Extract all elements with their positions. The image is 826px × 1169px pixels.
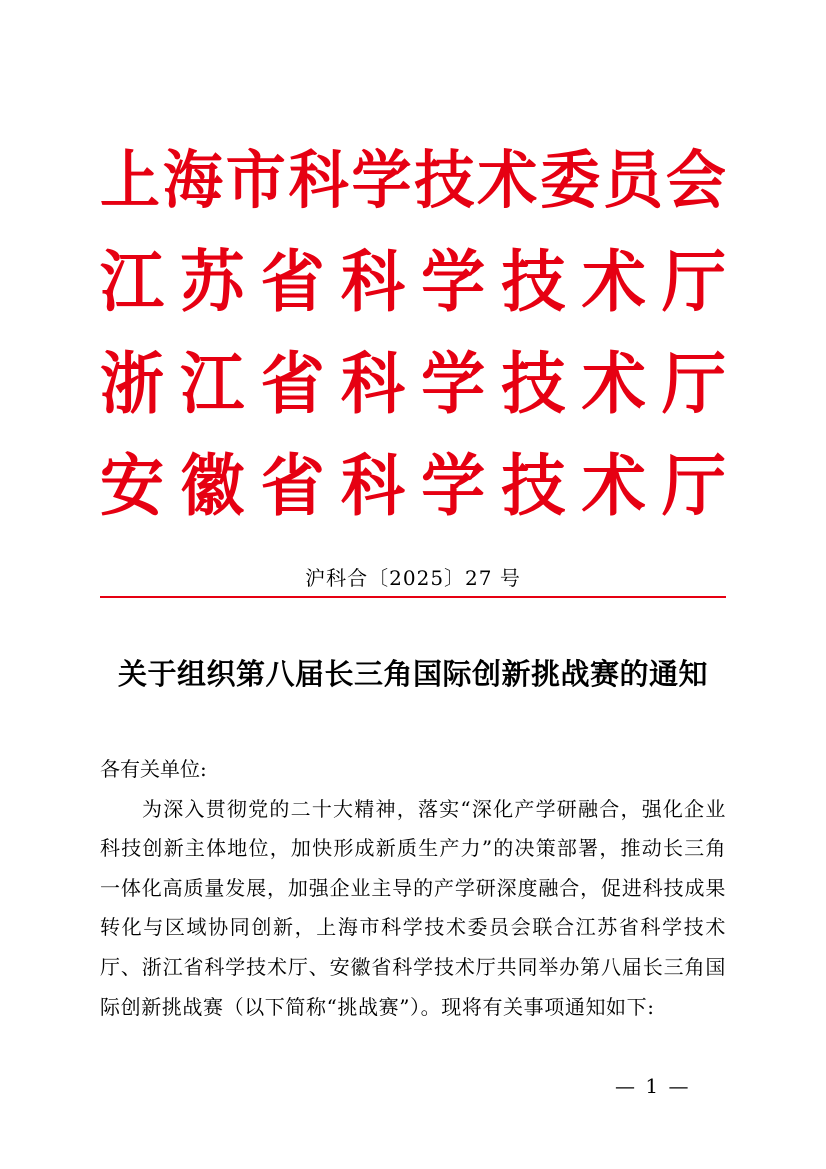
header-char: 科 [340,346,405,424]
salutation: 各有关单位: [100,757,207,781]
header-char: 江 [100,244,164,322]
header-char: 省 [260,244,325,322]
header-line-anhui [100,436,726,538]
header-char: 苏 [180,244,245,322]
header-char: 市 [225,144,286,218]
header-char: 省 [260,448,325,526]
header-char: 厅 [661,244,726,322]
header-line-zhejiang [100,334,726,436]
header-char: 上 [100,144,160,218]
header-char: 省 [260,346,325,424]
header-char: 浙 [100,346,164,424]
header-char: 学 [421,346,486,424]
header-char: 术 [581,244,646,322]
header-char: 会 [665,144,726,218]
header-char: 技 [501,448,566,526]
header-char: 技 [501,346,566,424]
body-paragraph: 为深入贯彻党的二十大精神，落实“深化产学研融合，强化企业科技创新主体地位，加快形成新质生产力”的决策部署，推动长三角一体化高质量发展，加强企业主导的产学研深度融合，促进科技成果转化与区域协同创新，上海市科学技术委员会联合江苏省科学技术厅、浙江省科学技术厅、安徽省科学技术厅共同举办第八届长三角国际创新挑战赛（以下简称“挑战赛”）。现将有关事项通知如下: [100,796,726,1019]
header-char: 术 [581,448,646,526]
header-char: 海 [162,144,223,218]
document-body [100,750,726,1027]
header-char: 学 [421,448,486,526]
header-char: 术 [581,346,646,424]
document-title: 关于组织第八届长三角国际创新挑战赛的通知 [117,657,708,691]
issuing-authorities-header [100,130,726,538]
header-line-jiangsu [100,232,726,334]
header-char: 术 [477,144,538,218]
page-number: — 1 — [615,1074,691,1098]
header-char: 安 [100,448,164,526]
header-char: 厅 [661,346,726,424]
header-char: 技 [414,144,475,218]
document-number: 沪科合〔2025〕27 号 [305,566,521,590]
header-char: 科 [340,448,405,526]
header-char: 科 [288,144,349,218]
header-char: 委 [540,144,601,218]
header-char: 江 [180,346,245,424]
header-char: 科 [340,244,405,322]
header-char: 学 [421,244,486,322]
header-char: 厅 [661,448,726,526]
header-char: 员 [603,144,663,218]
header-char: 徽 [180,448,245,526]
header-char: 技 [501,244,566,322]
header-char: 学 [351,144,412,218]
header-line-shanghai [100,130,726,232]
red-divider-line [100,596,726,598]
